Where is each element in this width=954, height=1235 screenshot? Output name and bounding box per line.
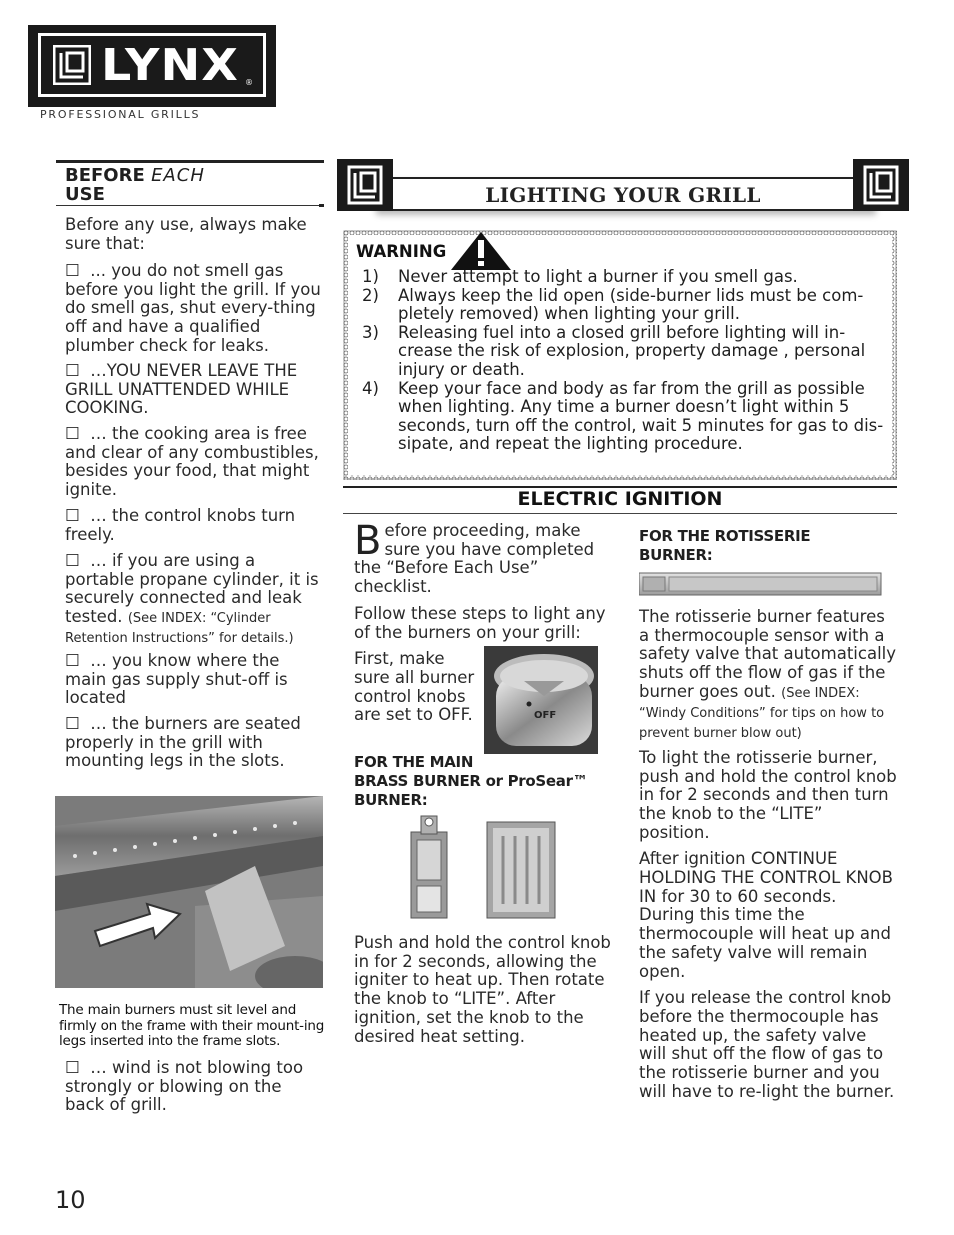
- checkbox-icon: ☐: [65, 424, 80, 443]
- warning-item-number: 2): [362, 285, 379, 305]
- checkbox-icon: ☐: [65, 651, 80, 670]
- checklist-item-text: … you know where the main gas supply shut-off is located: [65, 651, 288, 708]
- checklist-item-text: … the cooking area is free and clear of any combustibles, besides your food, that might ignite.: [65, 424, 319, 500]
- rotisserie-note: (See INDEX: “Windy Conditions” for tips on how to prevent burner blow out): [639, 685, 885, 741]
- checklist-item-text: …YOU NEVER LEAVE THE GRILL UNATTENDED WHILE COOKING.: [65, 361, 298, 418]
- checkbox-icon: ☐: [65, 506, 80, 525]
- rotisserie-burner-icon: [639, 571, 885, 597]
- warning-item: [362, 268, 886, 287]
- warning-item: [362, 287, 886, 324]
- rotisserie-paragraph: [639, 608, 897, 743]
- registered-mark: ®: [245, 78, 253, 87]
- rotisserie-heading: [639, 527, 889, 565]
- banner-left-emblem: [337, 159, 393, 211]
- control-knob-illustration: [484, 646, 598, 754]
- heading-divider: [56, 205, 324, 206]
- rotisserie-paragraph: After ignition CONTINUE HOLDING THE CONTROL KNOB IN for 30 to 60 seconds. During this time the thermocouple will heat up and the safety valve will remain open.: [639, 849, 893, 981]
- checklist-item-text: … the control knobs turn freely.: [65, 506, 296, 544]
- logo-wordmark: LYNX: [101, 40, 240, 91]
- heading-word-before: BEFORE: [65, 165, 145, 186]
- checklist-item: [65, 652, 325, 708]
- heading-line: FOR THE MAIN: [354, 753, 474, 771]
- checkbox-icon: ☐: [65, 714, 80, 733]
- checklist-item: [65, 715, 325, 771]
- checklist-intro: Before any use, always make sure that:: [65, 215, 307, 253]
- checkbox-icon: ☐: [65, 1058, 80, 1077]
- ignition-paragraph: Push and hold the control knob in for 2 seconds, allowing the igniter to heat up. Then rotate the knob to “LITE”. After ignition, set the knob to the desired heat setting.: [354, 933, 611, 1046]
- warning-item-text: Always keep the lid open (side-burner lids must be com-pletely removed) when lighting your grill.: [398, 285, 864, 324]
- heading-line: BURNER:: [354, 791, 428, 809]
- checklist-item-text: … the burners are seated properly in the grill with mounting legs in the slots.: [65, 714, 301, 771]
- banner-bar: [373, 177, 873, 211]
- logo-subtitle: PROFESSIONAL GRILLS: [40, 108, 201, 121]
- lynx-emblem-icon: [337, 159, 393, 211]
- heading-line: BURNER:: [639, 546, 713, 564]
- section-banner: [337, 159, 909, 211]
- warning-list: [362, 268, 886, 454]
- warning-item-number: 1): [362, 267, 379, 286]
- warning-item: [362, 324, 886, 380]
- prosear-burner-icon: [485, 820, 557, 920]
- burner-photo-illustration: [55, 796, 323, 988]
- heading-line: FOR THE ROTISSERIE: [639, 527, 811, 545]
- warning-title: WARNING: [356, 242, 447, 261]
- lynx-logo: [28, 25, 276, 107]
- photo-caption: The main burners must sit level and firmly on the frame with their mount-ing legs inserted into the frame slots.: [59, 1002, 325, 1049]
- checklist-item-text: … wind is not blowing too strongly or blowing on the back of grill.: [65, 1058, 304, 1115]
- brass-burner-heading: [354, 753, 604, 810]
- electric-ignition-heading: ELECTRIC IGNITION: [517, 488, 723, 510]
- brass-burner-icon: [405, 812, 453, 920]
- heading-line: BRASS BURNER or ProSear™: [354, 772, 588, 790]
- checklist-item: [65, 425, 325, 500]
- checkbox-icon: ☐: [65, 551, 80, 570]
- checkbox-icon: ☐: [65, 261, 80, 280]
- checklist-item-text: ... you do not smell gas before you light the grill. If you do smell gas, shut every-thing off and have a qualified plumber check for leaks.: [65, 261, 321, 355]
- checklist-item: [65, 262, 325, 356]
- warning-item: [362, 380, 886, 454]
- checkbox-icon: ☐: [65, 361, 80, 380]
- checklist-item: [65, 552, 325, 648]
- checklist-item: [65, 507, 325, 544]
- lynx-logo-mark-icon: [53, 45, 91, 85]
- page-number: 10: [55, 1186, 86, 1214]
- checklist-item: [65, 362, 325, 418]
- ignition-paragraph: First, make sure all burner control knobs are set to OFF.: [354, 649, 475, 725]
- checklist-item-text: … if you are using a portable propane cylinder, it is securely connected and leak tested.: [65, 551, 319, 627]
- knob-off-label: OFF: [534, 710, 557, 721]
- lynx-emblem-icon: [853, 159, 909, 211]
- section-divider: [343, 513, 897, 514]
- banner-title: LIGHTING YOUR GRILL: [485, 183, 761, 207]
- banner-right-emblem: [853, 159, 909, 211]
- before-each-use-heading: [56, 160, 324, 204]
- rotisserie-paragraph: To light the rotisserie burner, push and hold the control knob in for 2 seconds and then turn the knob to the “LITE” position.: [639, 747, 897, 842]
- warning-item-text: Keep your face and body as far from the grill as possible when lighting. Any time a burner doesn’t light within 5 seconds, turn off the control, wait 5 minutes for gas to dis-sipate, and repeat the lighting procedure.: [398, 378, 884, 454]
- heading-word-use: USE: [65, 184, 105, 205]
- burner-mounting-photo: [55, 796, 323, 988]
- rotisserie-text: The rotisserie burner features a thermocouple sensor with a safety valve that automatically shuts off the flow of gas if the burner goes out.: [639, 607, 897, 701]
- rotisserie-instructions: [639, 608, 897, 1101]
- warning-item-number: 3): [362, 322, 379, 342]
- drop-cap: B: [354, 518, 382, 564]
- warning-item-number: 4): [362, 378, 379, 398]
- heading-word-each: EACH: [151, 165, 205, 186]
- checklist-item: [65, 1059, 325, 1115]
- ignition-paragraph: Follow these steps to light any of the burners on your grill:: [354, 603, 606, 642]
- warning-item-text: Releasing fuel into a closed grill before lighting will in-crease the risk of explosion, property damage , personal injury or death.: [398, 322, 866, 379]
- ignition-paragraph: efore proceeding, make sure you have completed the “Before Each Use” checklist.: [354, 521, 595, 597]
- control-knob-photo: [484, 646, 598, 754]
- warning-item-text: Never attempt to light a burner if you smell gas.: [398, 267, 798, 286]
- checklist-item-note: (See INDEX: “Cylinder Retention Instructions” for details.): [65, 611, 294, 647]
- rotisserie-paragraph: If you release the control knob before the thermocouple has heated up, the safety valve will shut off the flow of gas to the rotisserie burner and you will have to re-light the burner.: [639, 988, 895, 1101]
